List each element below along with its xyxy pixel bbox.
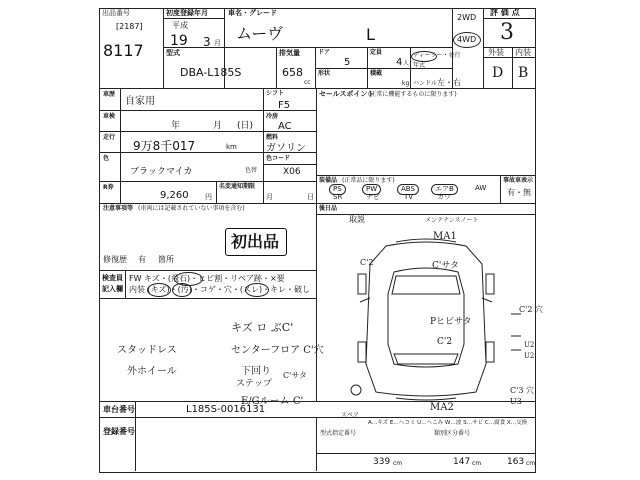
drive-2wd: 2WD (457, 13, 477, 22)
mileage-value: 9万8千017 (133, 139, 196, 153)
chassis-label: 車台番号 (103, 405, 135, 414)
inspection-label: 車検 (103, 113, 116, 120)
circle-dirt (172, 283, 192, 297)
year-label: 年式 (413, 62, 426, 69)
handwritten-line-1: キズ ロ ぶC' (231, 321, 294, 334)
wheel-front-left (358, 274, 366, 294)
equipment-note: (正常品に限ります) (342, 177, 395, 184)
name-change-day: 日 (307, 193, 314, 201)
spare-tire (351, 385, 361, 395)
exterior-label: 外装 (488, 48, 504, 57)
ac-label: 冷房 (266, 113, 279, 120)
equip-airbag: エアB (431, 184, 458, 195)
capacity-unit: 人 (403, 60, 410, 67)
equip-aw: AW (475, 184, 487, 192)
accident-value: 有・無 (507, 188, 531, 197)
inspection-date: (日) (237, 121, 254, 131)
wheel-rear-left (358, 342, 366, 362)
handle-value: 左・右 (437, 78, 461, 87)
model-value: DBA-L185S (180, 66, 242, 79)
repair-label: 修復歴 (103, 255, 127, 264)
fuel-value: ガソリン (266, 143, 306, 154)
car-rear-window (394, 354, 458, 364)
circle-rub (245, 283, 269, 297)
equipment-label: 装備品 (319, 177, 338, 184)
displacement-label: 排気量 (279, 49, 300, 57)
color-code-value: X06 (283, 167, 301, 177)
circle-scratch (147, 283, 171, 297)
reg-number-label: 登録番号 (103, 427, 135, 436)
car-windshield (392, 276, 460, 294)
wheel-rear-right (486, 342, 494, 362)
usage-label: 車歴 (103, 91, 116, 98)
name-change-label: 名変通知期限 (219, 183, 256, 190)
displacement-unit: cc (304, 79, 311, 86)
mileage-unit: km (226, 143, 237, 151)
diagram-u3: U3 (510, 397, 522, 406)
maintenance-note: メンテナンスノート (425, 217, 479, 224)
inspection-row-1: FW キズ・(飛石)・ヒビ割・リペア跡・×要 (129, 274, 285, 283)
shape-label: 形状 (318, 70, 331, 77)
recycle-label: R券 (103, 184, 114, 191)
reg-month-unit: 月 (214, 39, 221, 47)
diagram-legend: A…キズ E…ヘコミ U…へこみ W…波 S…サビ C…腐食 X…交換 (368, 420, 528, 426)
mileage-label: 走行 (103, 134, 116, 141)
rear-bumper (396, 398, 456, 400)
dim-length-unit: cm (393, 460, 403, 467)
dim-height-unit: cm (526, 460, 536, 467)
equip-sr: SR (333, 193, 343, 201)
dim-length: 339 (373, 457, 391, 467)
door-label: ドア (318, 49, 330, 56)
lot-sub: [2187] (116, 22, 143, 31)
score-value: 3 (500, 20, 514, 45)
later-label: 後日品 (319, 205, 338, 212)
later-value: 取説 (349, 215, 365, 224)
car-name: ムーヴ (236, 24, 284, 43)
lot-label: 出品番号 (102, 9, 130, 17)
inspector-label-2: 記入欄 (102, 285, 123, 293)
first-listing-stamp (225, 228, 287, 256)
load-unit: kg (402, 80, 410, 87)
color-value: ブラックマイカ (130, 167, 193, 177)
equip-abs: ABS (397, 184, 419, 195)
dim-width: 147 (453, 457, 471, 467)
fuel-label: 燃料 (266, 134, 279, 141)
color-code-label: 色コード (266, 155, 291, 162)
capacity-value: 4 (396, 57, 403, 68)
inspection-year: 年 (171, 121, 181, 131)
diagram-c2-left: C'2 (360, 258, 374, 267)
color-change-label: 色替 (245, 167, 258, 174)
note-label: 注意事項等 (103, 205, 134, 212)
diagram-top-mark: MA1 (433, 231, 457, 242)
equip-tv: TV (404, 193, 414, 201)
repair-value: 有 (138, 255, 146, 264)
score-label: 評 価 点 (490, 8, 520, 17)
recycle-value: 9,260 (160, 190, 189, 201)
handwritten-line-3-right2: ステップ (236, 379, 272, 389)
interior-grade: B (518, 65, 529, 81)
name-change-month: 月 (266, 193, 273, 201)
lot-number: 8117 (103, 41, 144, 60)
wheel-front-right (486, 274, 494, 294)
load-label: 積載 (370, 70, 383, 77)
dim-height: 163 (507, 457, 525, 467)
handwritten-line-3-left: 外ホイール (127, 366, 177, 377)
car-grade: L (366, 25, 375, 44)
dim-width-unit: cm (472, 460, 482, 467)
equip-leather: カワ (437, 193, 451, 201)
handle-label: ハンドル (413, 80, 438, 87)
inspection-row-2: 内装 (キズ)・(汚)・コゲ・穴・(スレ)・キレ・破し (129, 285, 311, 294)
repair-suffix: 箇所 (158, 255, 174, 264)
diagram-c2-center: C'2 (437, 337, 453, 347)
door-value: 5 (344, 57, 351, 68)
usage-value: 自家用 (125, 96, 155, 107)
exterior-grade: D (492, 65, 504, 81)
era: 平成 (172, 21, 188, 30)
reg-year: 19 (170, 33, 188, 49)
equip-pw: PW (362, 184, 381, 195)
inspection-month: 月 (213, 121, 223, 131)
equip-ps: PS (329, 184, 346, 195)
dim-label-2: 類別区分番号 (434, 430, 471, 437)
diagram-c-front: C'サタ (432, 261, 459, 271)
accident-label: 事故車表示 (503, 177, 534, 184)
handwritten-line-4: E/Gルーム C' (241, 396, 304, 407)
displacement-value: 658 (282, 66, 303, 79)
diagram-p-mark: Pヒビサタ (430, 317, 472, 327)
drive-4wd: 4WD (457, 35, 477, 44)
model-label: 型式 (166, 49, 180, 57)
shift-label: シフト (266, 90, 285, 97)
dim-label-1: 型式指定番号 (320, 430, 357, 437)
handwritten-line-2-left: スタッドレス (117, 345, 177, 356)
shift-value: F5 (278, 100, 291, 111)
note-small: (車両には記載されていない事項を含む) (138, 205, 245, 212)
equip-navi: ナビ (366, 193, 380, 201)
handwritten-line-3-right3: C'サタ (283, 371, 307, 380)
sales-point-note: (正常に機能するものに限ります) (368, 91, 457, 98)
reg-label: 初度登録年月 (166, 9, 208, 17)
diagram-c2-right: C'2 穴 (519, 305, 543, 314)
ac-value: AC (278, 121, 292, 132)
color-label: 色 (103, 155, 110, 162)
recycle-unit: 円 (205, 193, 212, 201)
dealer-circle (411, 51, 437, 62)
capacity-label: 定員 (370, 49, 383, 56)
chassis-value: L185S-0016131 (186, 404, 266, 415)
handwritten-line-3-right: 下回り (241, 366, 271, 377)
diagram-spare-label: スペア (341, 412, 360, 419)
diagram-bottom-mark: MA2 (430, 402, 454, 413)
handwritten-line-2-right: センターフロア C'穴 (231, 345, 324, 356)
diagram-c3-right: C'3 穴 (510, 386, 534, 395)
stamp-text: 初出品 (231, 232, 280, 251)
sales-point-label: セールスポイント (319, 90, 375, 98)
car-name-label: 車名・グレード (228, 9, 277, 17)
dealer-label: ディーラー・並行 (413, 52, 461, 59)
inspector-label-1: 検査員 (102, 274, 123, 282)
interior-label: 内装 (515, 48, 531, 57)
drive-4wd-circle (453, 32, 481, 48)
car-damage-diagram (316, 214, 535, 401)
diagram-u2-b: U2 (524, 352, 535, 360)
reg-month: 3 (203, 35, 211, 49)
diagram-u2-a: U2 (524, 341, 535, 349)
